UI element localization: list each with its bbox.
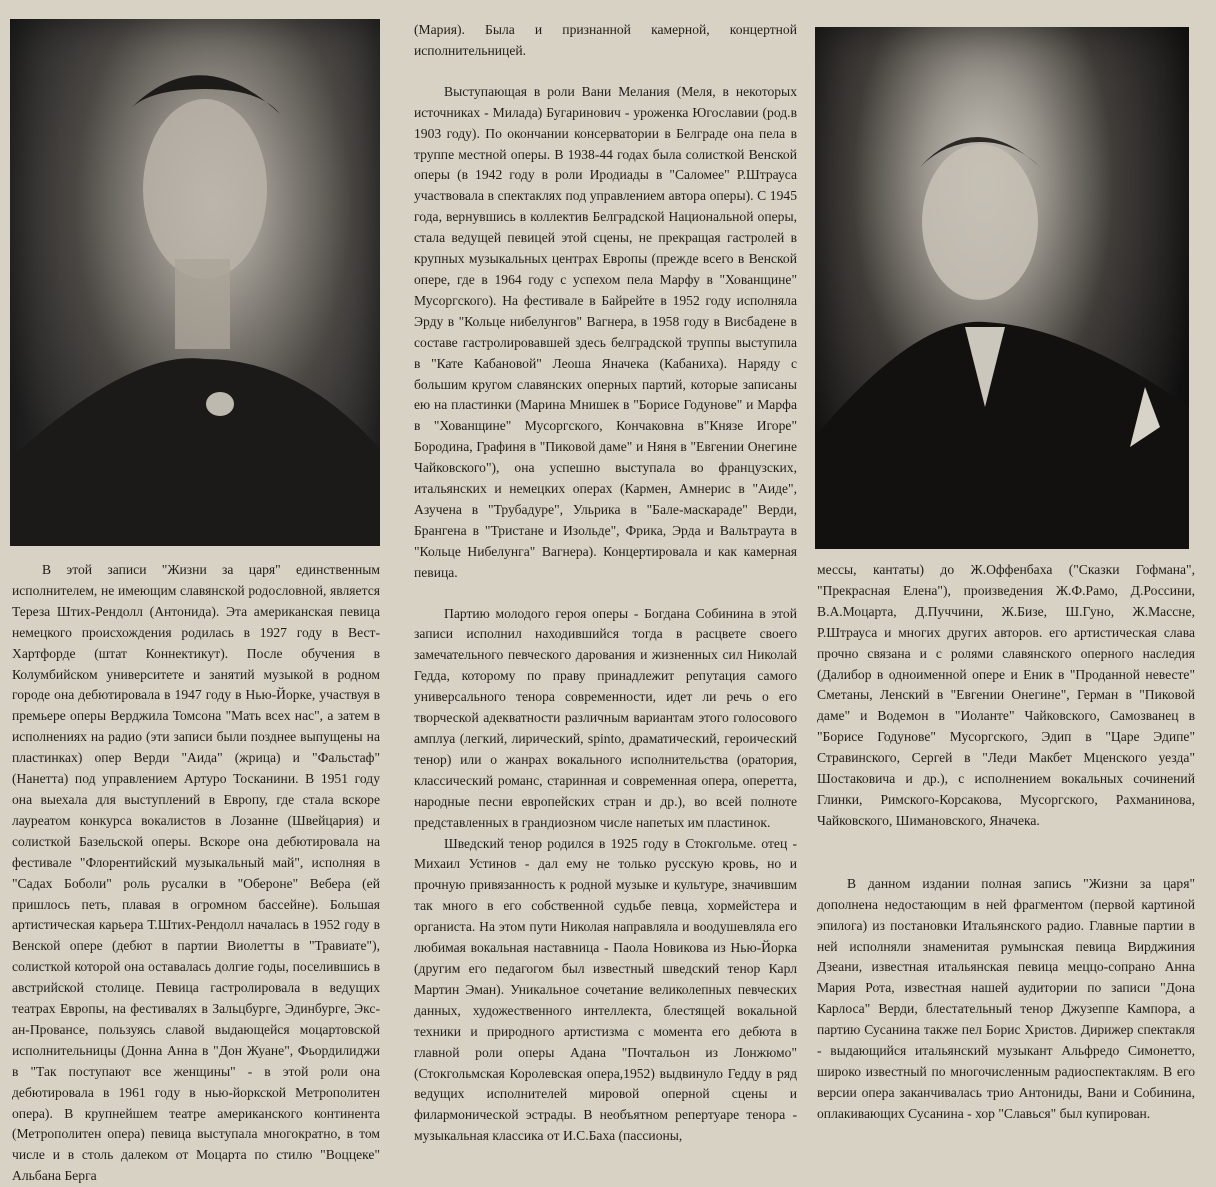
paragraph-gedda-intro: Партию молодого героя оперы - Богдана Собинина в этой записи исполнил находившийся тогда в расцвете своего замечательного певческого дарования и жизненных сил Николай Гедда, которому по праву принадлежит репутация самого универсального тенора современности, идет ли речь о его творческой адекватности различным вариантам этого голосового амплуа (легкий, лирический, spinto, драматический, героический тенор) или о жанрах вокального исполнительства (оратория, классический романс, старинная и современная опера, оперетта, народные песни европейских стран и др.), во всей полноте представленных в грандиозном числе напетых им пластинок. <box>414 605 797 830</box>
paragraph-gedda-biography: Шведский тенор родился в 1925 году в Стокгольме. отец - Михаил Устинов - дал ему не только русскую кровь, но и прочную привязанность к родной музыке и культуре, значившим так много в его собственной судьбе певца, хормейстера и органиста. На этом пути Николая направляла и воодушевляла его любимая вокальная наставница - Паола Новикова из Нью-Йорка (другим его педагогом был известный шведский тенор Карл Мартин Эман). Уникальное сочетание великолепных певческих данных, художественного интеллекта, блестящей вокальной техники и природного артистизма с момента его дебюта в главной роли оперы Адана "Почтальон из Лонжюмо" (Стокгольмская Королевская опера,1952) выдвинуло Гедду в ряд ведущих исполнителей мировой оперной сцены и филармонической эстрады. В необъятном репертуаре тенора - музыкальная классика от И.С.Баха (пассионы, <box>414 835 797 1144</box>
paragraph-bugarinovich: Выступающая в роли Вани Мелания (Меля, в некоторых источниках - Милада) Бугаринович - уроженка Югославии (род.в 1903 году). По окончании консерватории в Белграде она пела в труппе местной оперы. В 1938-44 годах была солисткой Венской оперы (в 1942 году в роли Иродиады в "Саломее" Р.Штрауса участвовала в спектаклях под управлением автора оперы). С 1945 года, вернувшись в коллектив Белградской Национальной оперы, стала ведущей певицей этой сцены, не прекращая гастролей в крупных музыкальных центрах Европы (прежде всего в Венской опере, где в 1964 году с успехом пела Марфу в "Хованщине" Мусоргского). На фестивале в Байрейте в 1952 году исполняла Эрду в "Кольце нибелунгов" Вагнера, в 1958 году в Висбадене в составе гастролировавшей здесь белградской труппы выступила в "Кате Кабановой" Леоша Яначека (Кабаниха). Наряду с большим кругом славянских оперных партий, которые записаны ею на пластинки (Марина Мнишек в "Борисе Годунове" и Марфа в "Хованщине" Мусоргского, Кончаковна в"Князе Игоре" Бородина, Графиня в "Пиковой даме" и Няня в "Евгении Онегине Чайковского"), она успешно выступала во французских, итальянских и немецких операх (Кармен, Амнерис в "Аиде", Азучена в "Трубадуре", Ульрика в "Бале-маскараде" Верди, Брангена в "Тристане и Изольде", Фрика, Эрда и Вальтраута в "Кольце Нибелунга" Вагнера). Концертировала и как камерная певица. <box>414 83 797 580</box>
paragraph-continuation: (Мария). Была и признанной камерной, концертной исполнительницей. <box>414 22 797 58</box>
paragraph-gedda-repertoire: мессы, кантаты) до Ж.Оффенбаха ("Сказки Гофмана", "Прекрасная Елена"), произведения Ж.Ф.Рамо, Д.Россини, В.А.Моцарта, Д.Пуччини, Ж.Бизе, Ш.Гуно, Ж.Массне, Р.Штрауса и многих других авторов. его артистическая слава прочно связана и с ролями славянского оперного наследия (Далибор в одноименной опере и Еник в "Проданной невесте" Сметаны, Ленский в "Евгении Онегине", Герман в "Пиковой даме" и Водемон в "Иоланте" Чайковского, Самозванец в "Борисе Годунове" Мусоргского, Эдип в "Царе Эдипе" Стравинского, Сергей в "Леди Макбет Мценского уезда" Шостаковича и др.), с исполнением вокальных сочинений Глинки, Римского-Корсакова, Мусоргского, Рахманинова, Чайковского, Шимановского, Яначека. <box>817 562 1195 828</box>
paragraph-edition-note: В данном издании полная запись "Жизни за царя" дополнена недостающим в ней фрагментом (первой картиной эпилога) из постановки Итальянского радио. Главные партии в ней исполняли знаменитая румынская певица Вирджиния Дзеани, известная итальянская певица меццо-сопрано Анна Мария Рота, известная нашей аудитории по записи "Дона Карлоса" Верди, блестательный тенор Джузеппе Кампора, а партию Сусанина также пел Борис Христов. Дирижер спектакля - выдающийся итальянский музыкант Альфредо Симонетто, широко известный по многочисленным радиоспектаклям. В его версии опера заканчивалась трио Антониды, Вани и Собинина, оплакивающих Сусанина - хор "Славься" был купирован. <box>817 875 1195 1121</box>
portrait-photo-right <box>815 27 1189 549</box>
middle-text-column <box>414 20 797 1147</box>
portrait-photo-left <box>10 19 380 546</box>
portrait-illustration-left <box>10 19 380 546</box>
left-text-column <box>12 560 380 1187</box>
paragraph-stich-randall: В этой записи "Жизни за царя" единственным исполнителем, не имеющим славянской родословной, является Тереза Штих-Рендолл (Антонида). Эта американская певица немецкого происхождения родилась в 1927 году в Вест-Хартфорде (штат Коннектикут). После обучения в Колумбийском университете и занятий музыкой в родном городе она дебютировала в 1947 году в Нью-Йорке, участвуя в премьере оперы Верджила Томсона "Мать всех нас", а затем в исполнениях на радио (эти записи были позднее выпущены на пластинках) опер Верди "Аида" (жрица) и "Фальстаф" (Нанетта) под управлением Артуро Тосканини. В 1951 году она выехала для выступлений в Европу, где стала вскоре лауреатом конкурса вокалистов в Лозанне (Швейцария) и солисткой Базельской оперы. Вскоре она дебютировала на фестивале "Флорентийский музыкальный май", исполняя в "Садах Боболи" роль русалки в "Обероне" Вебера (ей пришлось петь, плавая в огромном бассейне). Большая артистическая карьера Т.Штих-Рендолл началась в 1952 году в Венской опере (дебют в партии Виолетты в "Травиате"), солисткой которой она оставалась долгие годы, поселившись в австрийской столице. Певица гастролировала в ведущих театрах Европы, на фестивалях в Зальцбурге, Эдинбурге, Экс-ан-Провансе, пользуясь славой выдающейся моцартовской исполнительницы (Донна Анна в "Дон Жуане", Фьордилиджи в "Так поступают все женщины" - в этой роли она дебютировала в 1961 году в нью-йоркской Метрополитен опера). В крупнейшем театре американского континента (Метрополитен опера) певица выступала многократно, в том числе и в столь далеком от Моцарта по стилю "Воццеке" Альбана Берга <box>12 562 380 1184</box>
portrait-illustration-right <box>815 27 1189 549</box>
right-text-column <box>817 560 1195 1125</box>
